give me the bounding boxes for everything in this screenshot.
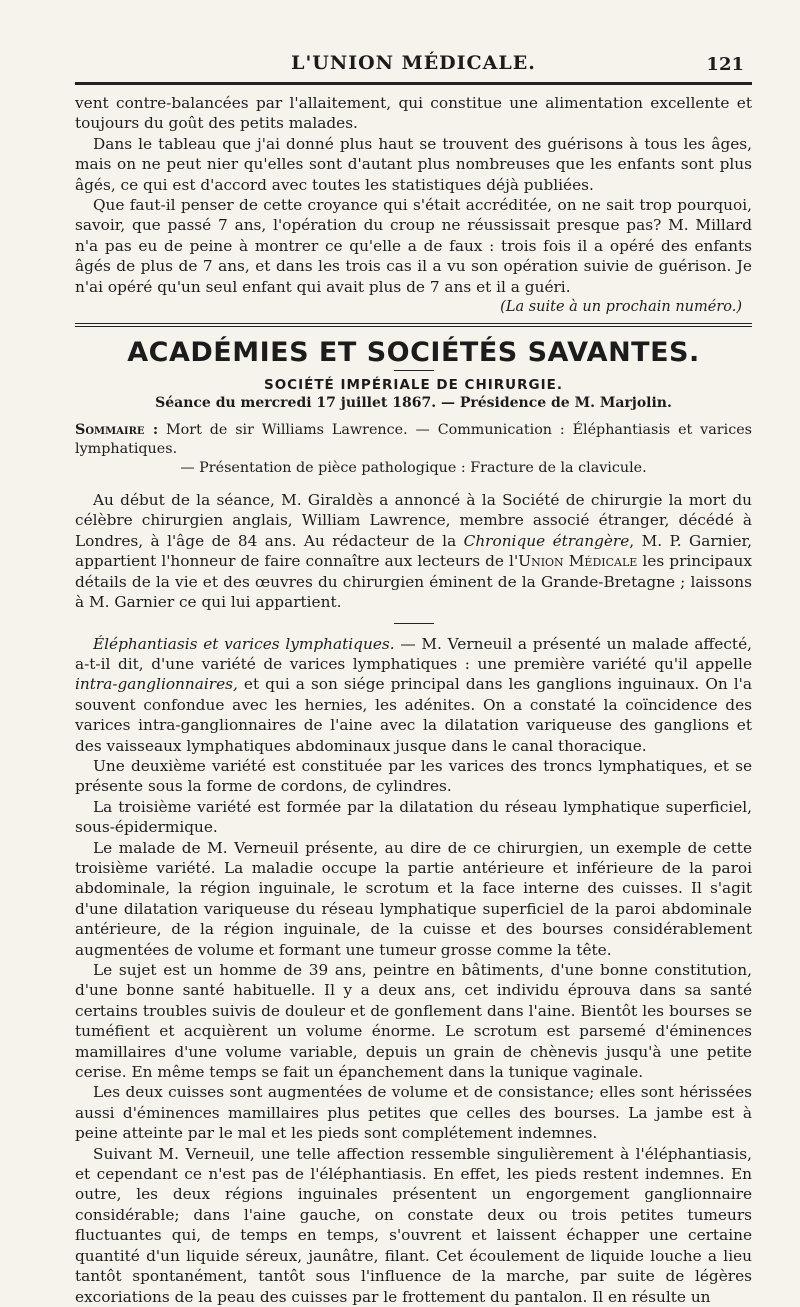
summary-line-1: Mort de sir Williams Lawrence. — Communication : Éléphantiasis et varices lymphatiques. <box>75 422 752 458</box>
summary-label: Sommaire : <box>75 422 159 439</box>
body-paragraph: Une deuxième variété est constituée par les varices des troncs lymphatiques, et se présente sous la forme de cordons, de cylindres. <box>75 756 752 796</box>
body-paragraph: Les deux cuisses sont augmentées de volume et de consistance; elles sont hérissées aussi d'éminences mamillaires plus petites que celles des bourses. La jambe est à peine atteinte par le mal et les pieds sont complétement indemnes. <box>75 1083 752 1143</box>
continuation-paragraph-3: Que faut-il penser de cette croyance qui s'était accréditée, on ne sait trop pourquoi, savoir, que passé 7 ans, l'opération du croup ne réussissait presque pas? M. Millard n'a pas eu de peine à montrer ce qu'elle a de faux : trois fois il a opéré des enfants âgés de plus de 7 ans, et dans les trois cas il a vu son opération suivie de guérison. Je n'ai opéré qu'un seul enfant qui avait plus de 7 ans et il a guéri. <box>75 196 752 296</box>
verneuil-term: intra-ganglionnaires, <box>75 675 238 694</box>
intro-text-1: Au début de la séance, M. Giraldès a annoncé à la Société de chirurgie la mort du célèbre chirurgien anglais, William Lawrence, membre associé étranger, décédé à Londres, à l'âge de 84 ans. Au rédacteur de la <box>75 491 752 550</box>
summary <box>75 421 752 478</box>
summary-line-2: — Présentation de pièce pathologique : Fracture de la clavicule. <box>180 460 647 477</box>
continuation-note: (La suite à un prochain numéro.) <box>500 299 742 316</box>
body-paragraph: Suivant M. Verneuil, une telle affection ressemble singulièrement à l'éléphantiasis, et cependant ce n'est pas de l'éléphantiasis. En effet, les pieds restent indemnes. En outre, les deux régions inguinales présentent un engorgement ganglionnaire considérable; dans l'aine gauche, on constate deux ou trois petites tumeurs fluctuantes qui, de temps en temps, s'ouvrent et laissent échapper une certaine quantité d'un liquide séreux, jaunâtre, filant. Cet écoulement de liquide louche a lieu tantôt spontanément, tantôt sous l'influence de la marche, par suite de légères excoriations de la peau des cuisses par le frottement du pantalon. Il en résulte un <box>75 1144 752 1306</box>
chronique-title: Chronique étrangère <box>463 531 630 550</box>
union-medicale-name: Union Médicale <box>518 552 638 571</box>
intro-paragraph <box>75 490 752 612</box>
running-title: L'UNION MÉDICALE. <box>291 52 536 74</box>
verneuil-paragraph <box>75 634 752 756</box>
running-head <box>75 46 752 82</box>
heading-rule <box>394 370 434 371</box>
verneuil-text-2: et qui a son siége principal dans les ganglions inguinaux. On l'a souvent confondue avec les hernies, les adénites. On a constaté la coïncidence des varices intra-ganglionnaires de l'aine avec la dilatation variqueuse des ganglions et des vaisseaux lymphatiques abdominaux jusque dans le canal thoracique. <box>75 675 752 755</box>
body-paragraph: La troisième variété est formée par la dilatation du réseau lymphatique superficiel, sous-épidermique. <box>75 797 752 837</box>
section-divider <box>75 323 752 327</box>
verneuil-title: Éléphantiasis et varices lymphatiques. <box>93 634 395 653</box>
intro-text-2: , M. P. Garnier, appartient l'honneur de faire connaître aux lecteurs de l' <box>75 531 752 571</box>
section-heading: ACADÉMIES ET SOCIÉTÉS SAVANTES. <box>127 337 700 369</box>
continuation-paragraph-1: vent contre-balancées par l'allaitement, qui constitue une alimentation excellente et toujours du goût des petits malades. <box>75 94 752 133</box>
article-body <box>75 490 752 1307</box>
society-title: SOCIÉTÉ IMPÉRIALE DE CHIRURGIE. <box>263 377 563 394</box>
body-paragraph: Le sujet est un homme de 39 ans, peintre en bâtiments, d'une bonne constitution, d'une bonne santé habituelle. Il y a deux ans, cet individu éprouva dans sa santé certains troubles suivis de douleur et de gonflement dans l'aine. Bientôt les bourses se tuméfient et acquièrent un volume énorme. Le scrotum est parsemé d'éminences mamillaires d'une volume variable, depuis un grain de chènevis jusqu'à une petite cerise. En même temps se fait un épanchement dans la tunique vaginale. <box>75 961 752 1082</box>
session-line: Séance du mercredi 17 juillet 1867. — Présidence de M. Marjolin. <box>155 395 672 412</box>
intro-text-3: les principaux détails de la vie et des œuvres du chirurgien éminent de la Grande-Bretagne ; laissons à M. Garnier ce qui lui appartient. <box>75 552 752 612</box>
header-rule <box>75 82 752 85</box>
article-separator <box>394 623 434 624</box>
verneuil-text-1: — M. Verneuil a présenté un malade affecté, a-t-il dit, d'une variété de varices lymphatiques : une première variété qu'il appelle <box>75 634 752 673</box>
continuation-paragraph-2: Dans le tableau que j'ai donné plus haut se trouvent des guérisons à tous les âges, mais on ne peut nier qu'elles sont d'autant plus nombreuses que les enfants sont plus âgés, ce qui est d'accord avec toutes les statistiques déjà publiées. <box>75 134 752 194</box>
page-number: 121 <box>706 54 744 75</box>
body-paragraph: Le malade de M. Verneuil présente, au dire de ce chirurgien, un exemple de cette troisième variété. La maladie occupe la partie antérieure et inférieure de la paroi abdominale, la région inguinale, le scrotum et la face interne des cuisses. Il s'agit d'une dilatation variqueuse du réseau lymphatique superficiel de la paroi abdominale antérieure, de la région inguinale, de la cuisse et des bourses considérablement augmentées de volume et formant une tumeur grosse comme la tête. <box>75 838 752 959</box>
